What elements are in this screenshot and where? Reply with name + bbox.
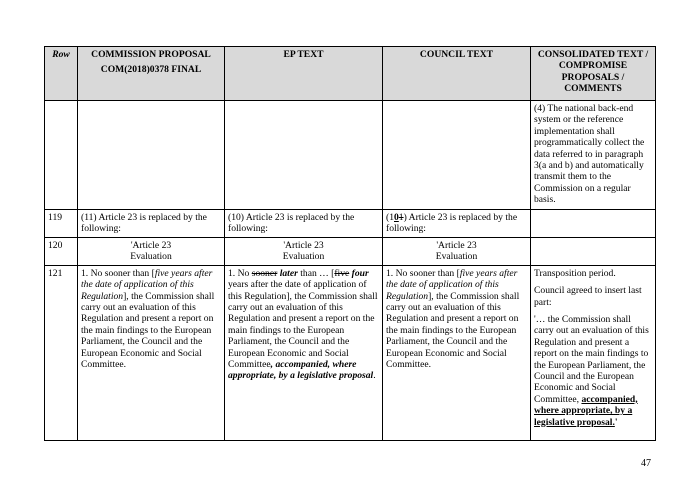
header-commission-line1: COMMISSION PROPOSAL <box>91 49 211 60</box>
ep-text-a: 1. No <box>228 267 252 279</box>
ep-text-c: years after the date of application of this Regulation], the Commission shall carry out an evaluation of this Regulation and present a report on the main findings to the European Parliament, the Council and the European Economic and Social Committee <box>228 279 378 371</box>
header-commission <box>78 47 225 101</box>
council-cell <box>383 210 531 238</box>
ep-inserted-2: four <box>351 267 369 279</box>
page-number: 47 <box>641 458 651 469</box>
ep-article-title: 'Article 23 <box>283 239 324 251</box>
ep-deleted-1: sooner <box>251 267 278 279</box>
commission-cell: (11) Article 23 is replaced by the following: <box>78 210 225 238</box>
consolidated-cell <box>531 265 656 440</box>
council-text-a: (1 <box>386 212 394 223</box>
council-cell <box>383 265 531 440</box>
row-number: 119 <box>45 210 78 238</box>
table-row <box>45 101 656 210</box>
council-cell <box>383 237 531 265</box>
row-number <box>45 101 78 210</box>
council-text-b: ], the Commission shall carry out an evaluation of this Regulation and present a report on the main findings to the European Parliament, the Council and the European Economic and Social Committee. <box>386 290 520 371</box>
commission-text-a: 1. No sooner than [ <box>81 267 155 279</box>
ep-cell: (10) Article 23 is replaced by the following: <box>225 210 383 238</box>
ep-inserted-1: later <box>279 267 298 279</box>
consolidated-note-2: Council agreed to insert last part: <box>534 285 642 308</box>
council-text-b: ) Article 23 is replaced by the following: <box>386 212 518 235</box>
ep-text-b: than … [ <box>297 267 335 279</box>
council-inserted-digit: 0 <box>394 212 399 223</box>
consolidated-note-3 <box>534 314 652 428</box>
header-row-label: Row <box>45 47 78 101</box>
ep-inserted-3: , accompanied, where appropriate, by a legislative proposal <box>228 359 374 382</box>
row-number: 121 <box>45 265 78 440</box>
row-number: 120 <box>45 237 78 265</box>
council-cell <box>383 101 531 210</box>
commission-text-b: ], the Commission shall carry out an evaluation of this Regulation and present a report on the main findings to the European Parliament, the Council and the European Economic and Social Committee. <box>81 290 215 371</box>
commission-cell <box>78 237 225 265</box>
consolidated-inserted-text: accompanied, where appropriate, by a legislative proposal. <box>534 393 638 428</box>
header-consolidated: CONSOLIDATED TEXT / COMPROMISE PROPOSALS / COMMENTS <box>531 47 656 101</box>
commission-article-heading: Evaluation <box>130 251 172 263</box>
council-text-italic: five years after the date of application of this Regulation <box>386 267 518 302</box>
header-ep: EP TEXT <box>225 47 383 101</box>
ep-deleted-2: five <box>334 267 350 279</box>
consolidated-quote-text: '… the Commission shall carry out an evaluation of this Regulation and present a report on the main findings to the European Parliament, the Council and the European Economic and Social Committee, <box>534 314 649 405</box>
consolidated-quote-close: ' <box>614 416 618 428</box>
table-row <box>45 210 656 238</box>
comparison-table <box>44 46 656 441</box>
ep-text-d: . <box>373 370 376 382</box>
commission-text-italic: five years after the date of application of this Regulation <box>81 267 213 302</box>
ep-cell <box>225 101 383 210</box>
consolidated-cell: (4) The national back-end system or the reference implementation shall programmatically collect the data referred to in paragraph 3(a and b) and automatically transmit them to the Commission on a regular basis. <box>531 101 656 210</box>
table-row <box>45 237 656 265</box>
table-row <box>45 265 656 440</box>
ep-cell <box>225 237 383 265</box>
commission-cell <box>78 101 225 210</box>
ep-article-heading: Evaluation <box>282 251 325 263</box>
commission-cell <box>78 265 225 440</box>
council-deleted-digit: 1 <box>398 212 404 223</box>
header-council: COUNCIL TEXT <box>383 47 531 101</box>
ep-cell <box>225 265 383 440</box>
consolidated-cell <box>531 210 656 238</box>
council-article-title: 'Article 23 <box>436 239 477 251</box>
header-row <box>45 47 656 101</box>
council-article-heading: Evaluation <box>435 251 478 263</box>
consolidated-cell <box>531 237 656 265</box>
council-text-a: 1. No sooner than [ <box>386 267 460 279</box>
header-commission-line2: COM(2018)0378 FINAL <box>100 64 202 76</box>
consolidated-note-1: Transposition period. <box>534 267 616 279</box>
commission-article-title: 'Article 23 <box>130 239 172 251</box>
